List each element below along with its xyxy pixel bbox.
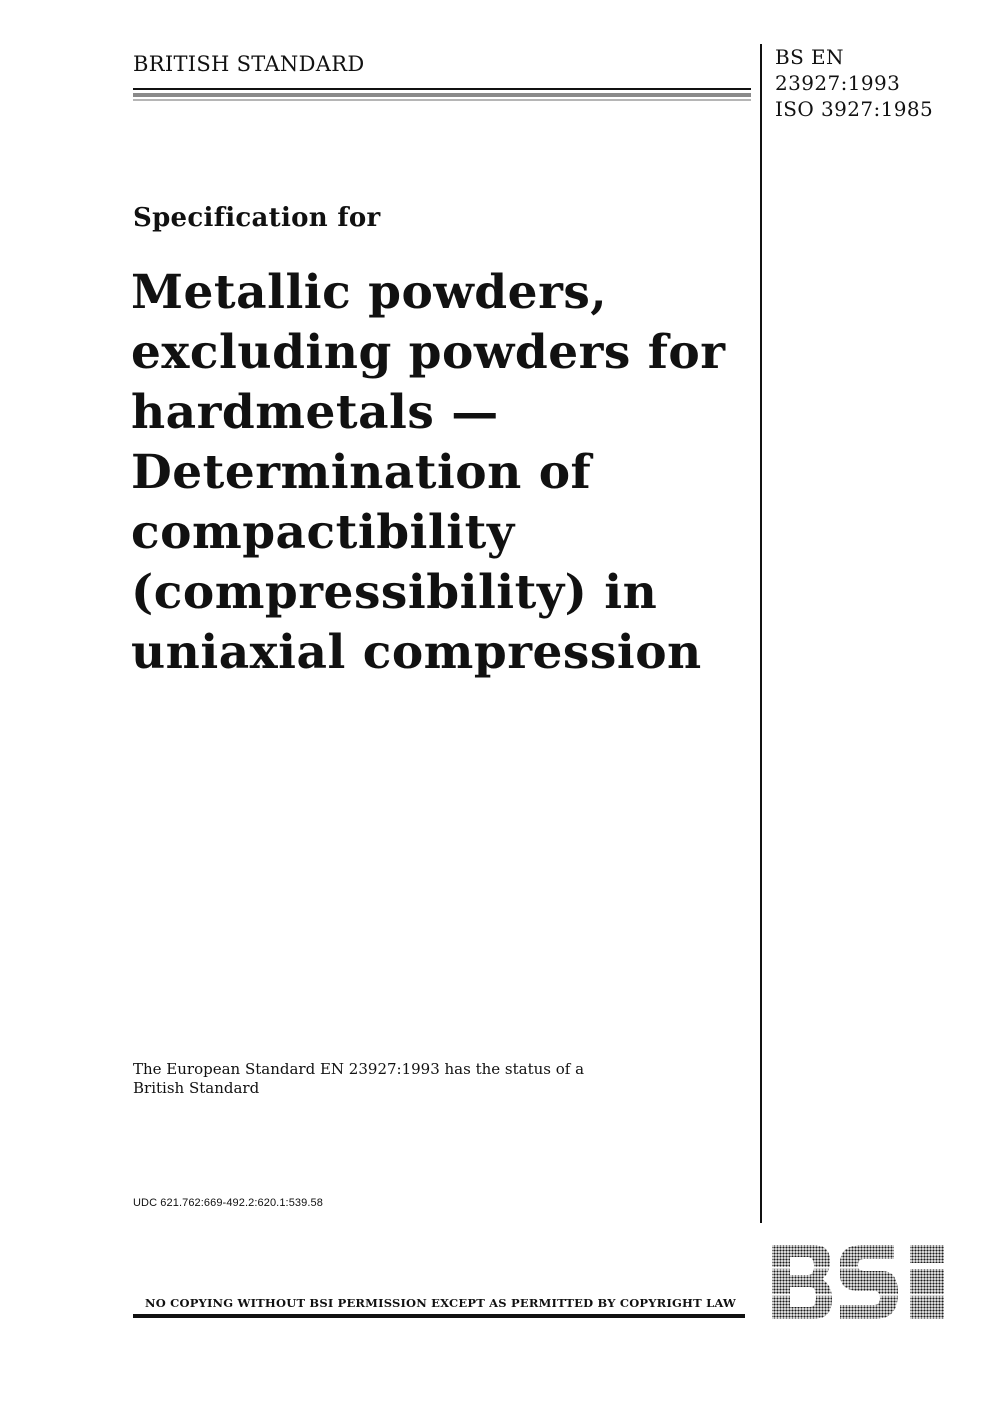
standard-numbers <box>775 44 933 122</box>
status-note-line: The European Standard EN 23927:1993 has the status of a <box>133 1060 585 1078</box>
title-line: Determination of <box>131 445 592 500</box>
title-line: Metallic powders, <box>131 265 608 320</box>
title-line: compactibility <box>131 505 515 560</box>
header-rule-top <box>133 88 751 90</box>
standard-number-en: 23927:1993 <box>775 71 901 95</box>
title-line: excluding powders for <box>131 325 726 380</box>
title-line: uniaxial compression <box>131 625 702 680</box>
bsi-logo-letters <box>772 1245 944 1319</box>
document-title <box>131 263 751 683</box>
status-note <box>133 1060 693 1098</box>
header-rule-middle <box>133 93 751 97</box>
status-note-line: British Standard <box>133 1079 260 1097</box>
bsi-logo <box>770 1243 946 1321</box>
header-label: BRITISH STANDARD <box>133 52 365 76</box>
specification-for-heading: Specification for <box>133 203 381 233</box>
standard-number-bs-en: BS EN <box>775 45 844 69</box>
title-line: (compressibility) in <box>131 565 658 620</box>
udc-code: UDC 621.762:669-492.2:620.1:539.58 <box>133 1197 323 1209</box>
vertical-divider <box>760 44 762 1223</box>
footer-rule <box>133 1314 745 1318</box>
copyright-notice: NO COPYING WITHOUT BSI PERMISSION EXCEPT AS PERMITTED BY COPYRIGHT LAW <box>145 1296 737 1310</box>
header-rule-bottom <box>133 99 751 101</box>
title-line: hardmetals — <box>131 385 499 440</box>
standard-number-iso: ISO 3927:1985 <box>775 97 934 121</box>
